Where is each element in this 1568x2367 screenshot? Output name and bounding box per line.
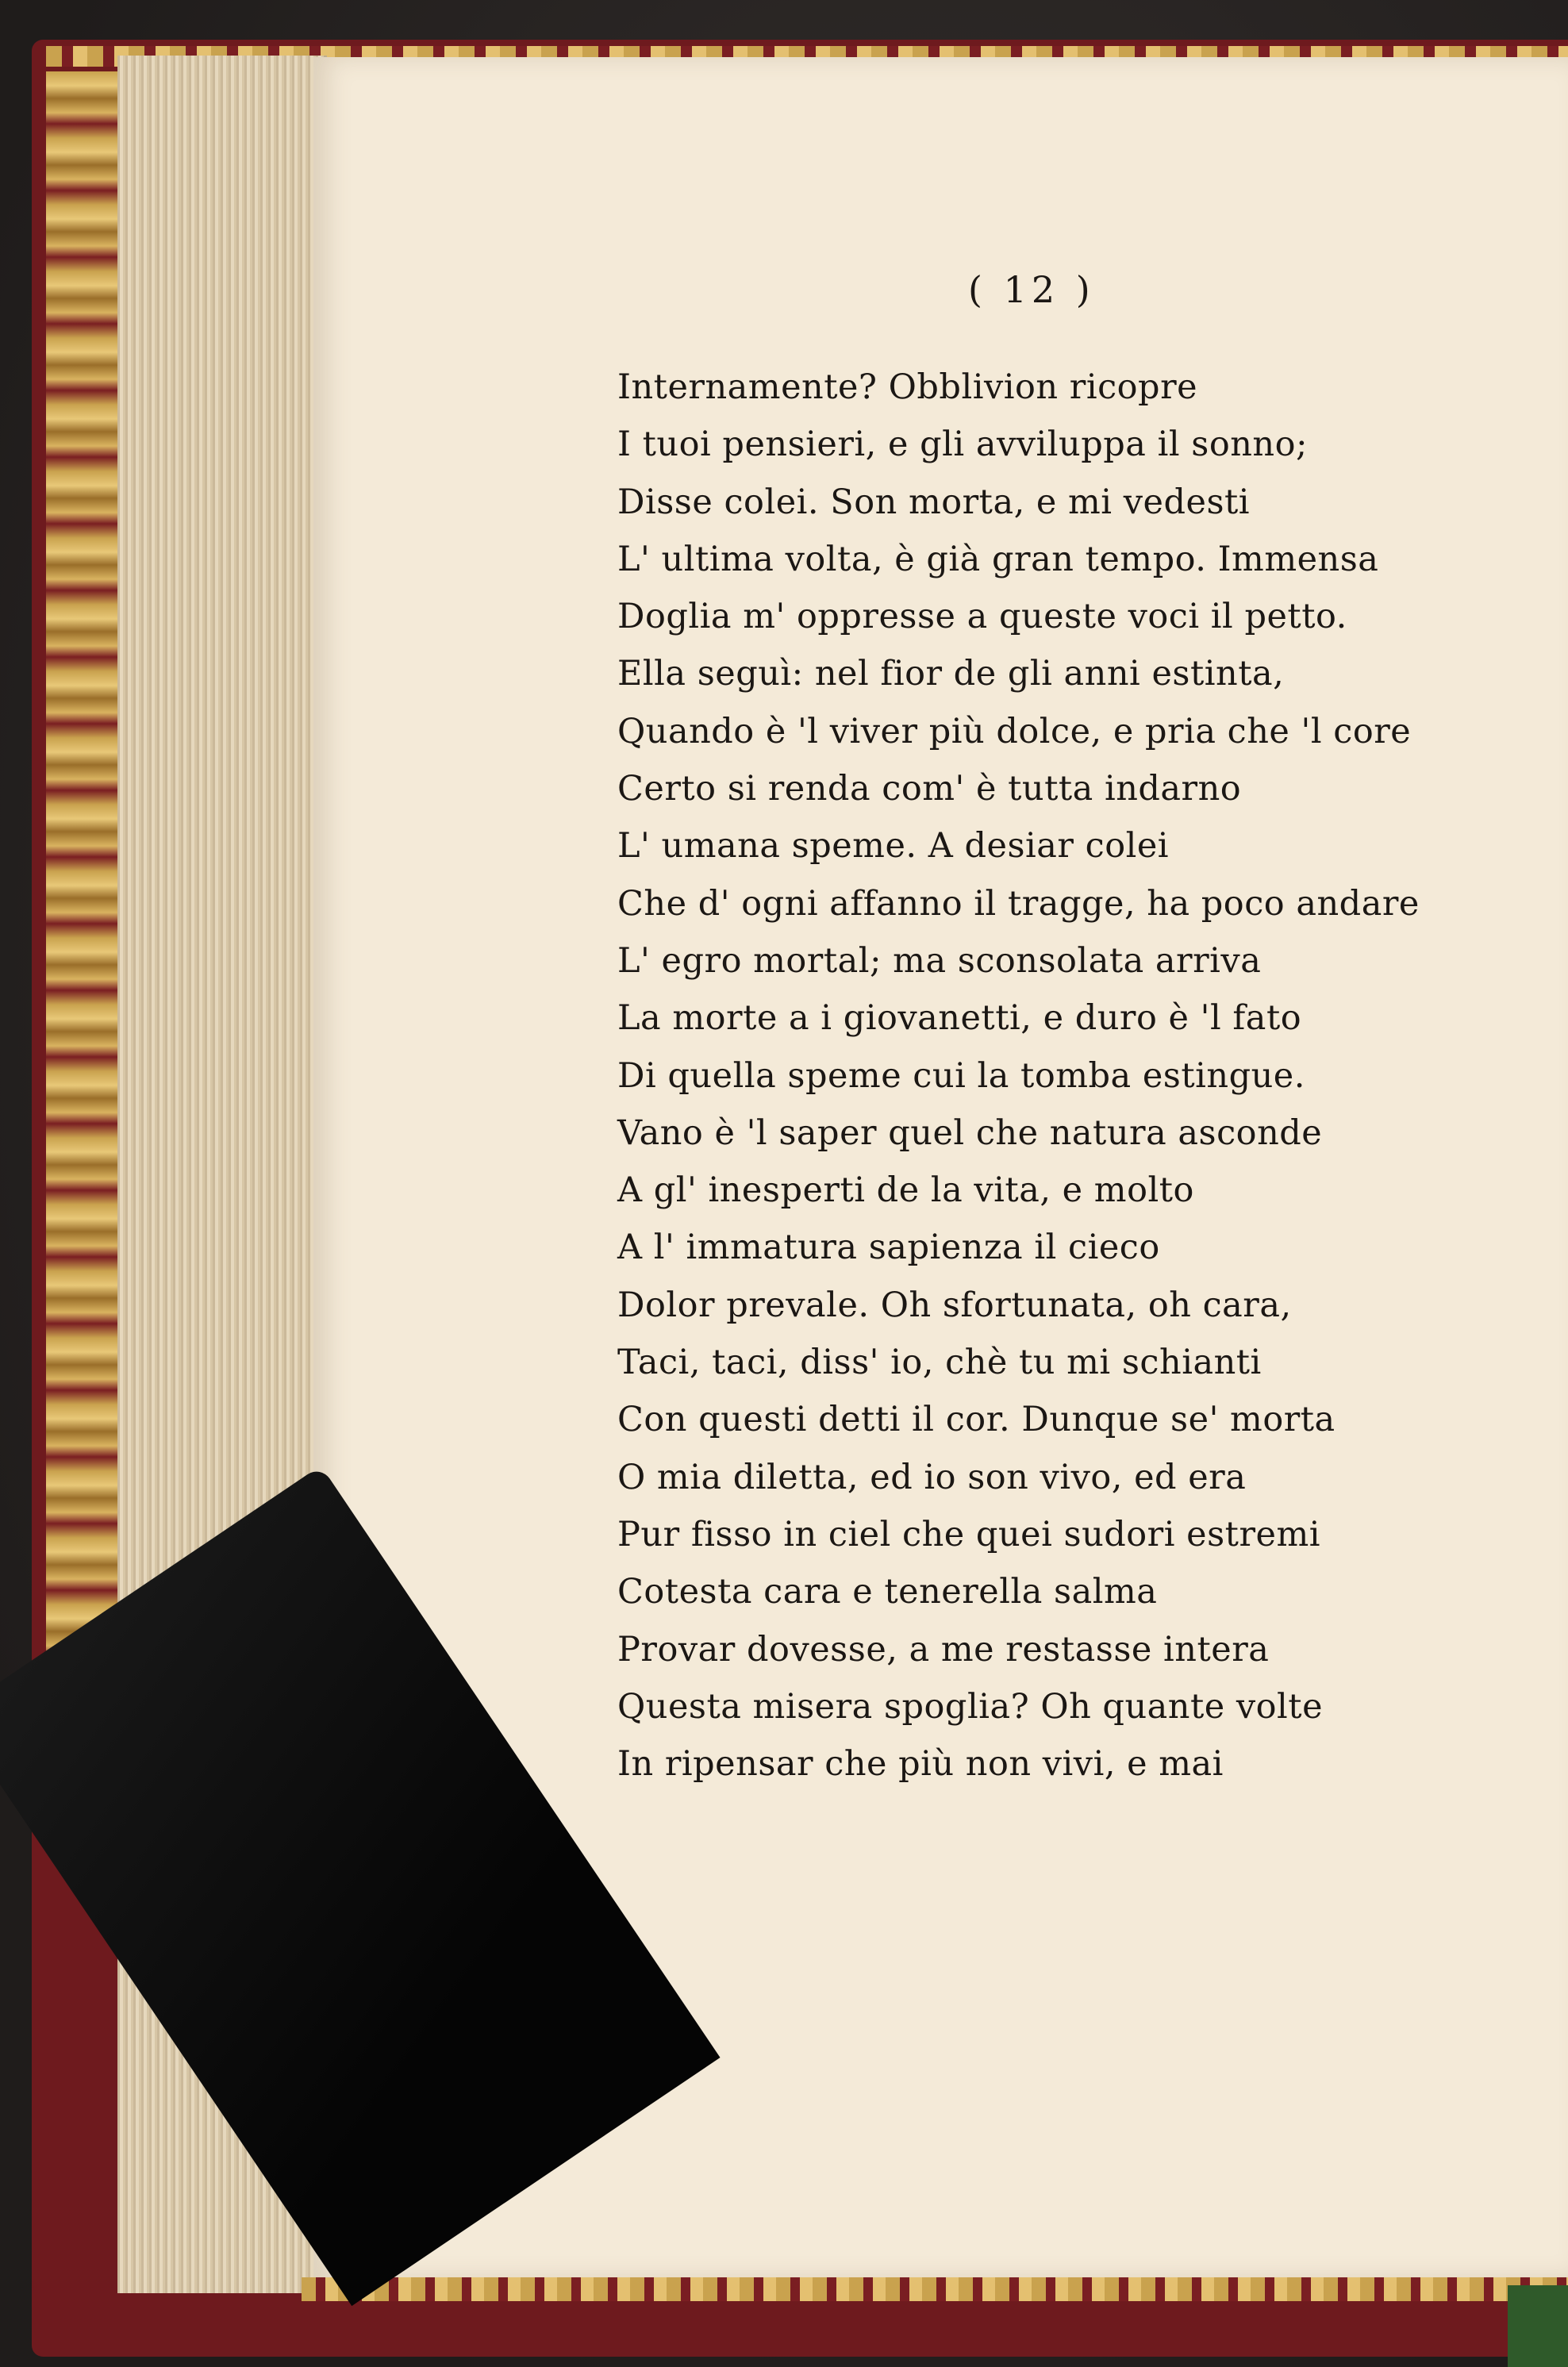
poem-text [617,359,1554,1793]
poem-line: I tuoi pensieri, e gli avviluppa il sonno; [617,425,1308,465]
poem-line: Vano è 'l saper quel che natura asconde [617,1112,1323,1153]
poem-line: La morte a i giovanetti, e duro è 'l fato [617,998,1302,1039]
poem-line: A gl' inesperti de la vita, e molto [617,1170,1194,1211]
poem-line: O mia diletta, ed io son vivo, ed era [617,1457,1247,1497]
poem-line: Provar dovesse, a me restasse intera [617,1629,1270,1670]
poem-line: In ripensar che più non vivi, e mai [617,1744,1224,1785]
poem-line: Cotesta cara e tenerella salma [617,1572,1158,1612]
gilt-ornament-border [46,71,122,1746]
poem-line: A l' immatura sapienza il cieco [617,1228,1160,1268]
poem-line: Che d' ogni affanno il tragge, ha poco andare [617,883,1420,924]
poem-line: Dolor prevale. Oh sfortunata, oh cara, [617,1285,1292,1325]
poem-line: L' umana speme. A desiar colei [617,826,1170,866]
page-number: ( 12 ) [968,268,1095,311]
poem-line: Certo si renda com' è tutta indarno [617,769,1242,809]
poem-line: L' egro mortal; ma sconsolata arriva [617,940,1262,981]
poem-line: Doglia m' oppresse a queste voci il petto. [617,597,1347,637]
poem-line: Quando è 'l viver più dolce, e pria che 'l core [617,711,1412,751]
poem-line: L' ultima volta, è già gran tempo. Immensa [617,539,1379,579]
poem-line: Con questi detti il cor. Dunque se' morta [617,1400,1335,1440]
poem-line: Questa misera spoglia? Oh quante volte [617,1686,1324,1727]
poem-line: Pur fisso in ciel che quei sudori estremi [617,1514,1320,1554]
poem-line: Taci, taci, diss' io, chè tu mi schianti [617,1343,1262,1383]
poem-line: Disse colei. Son morta, e mi vedesti [617,482,1251,522]
green-cloth-corner [1508,2285,1568,2367]
poem-line: Ella seguì: nel fior de gli anni estinta, [617,654,1285,694]
poem-line: Internamente? Obblivion ricopre [617,367,1198,407]
gilt-bottom-edge [302,2277,1568,2301]
poem-line: Di quella speme cui la tomba estingue. [617,1055,1305,1096]
